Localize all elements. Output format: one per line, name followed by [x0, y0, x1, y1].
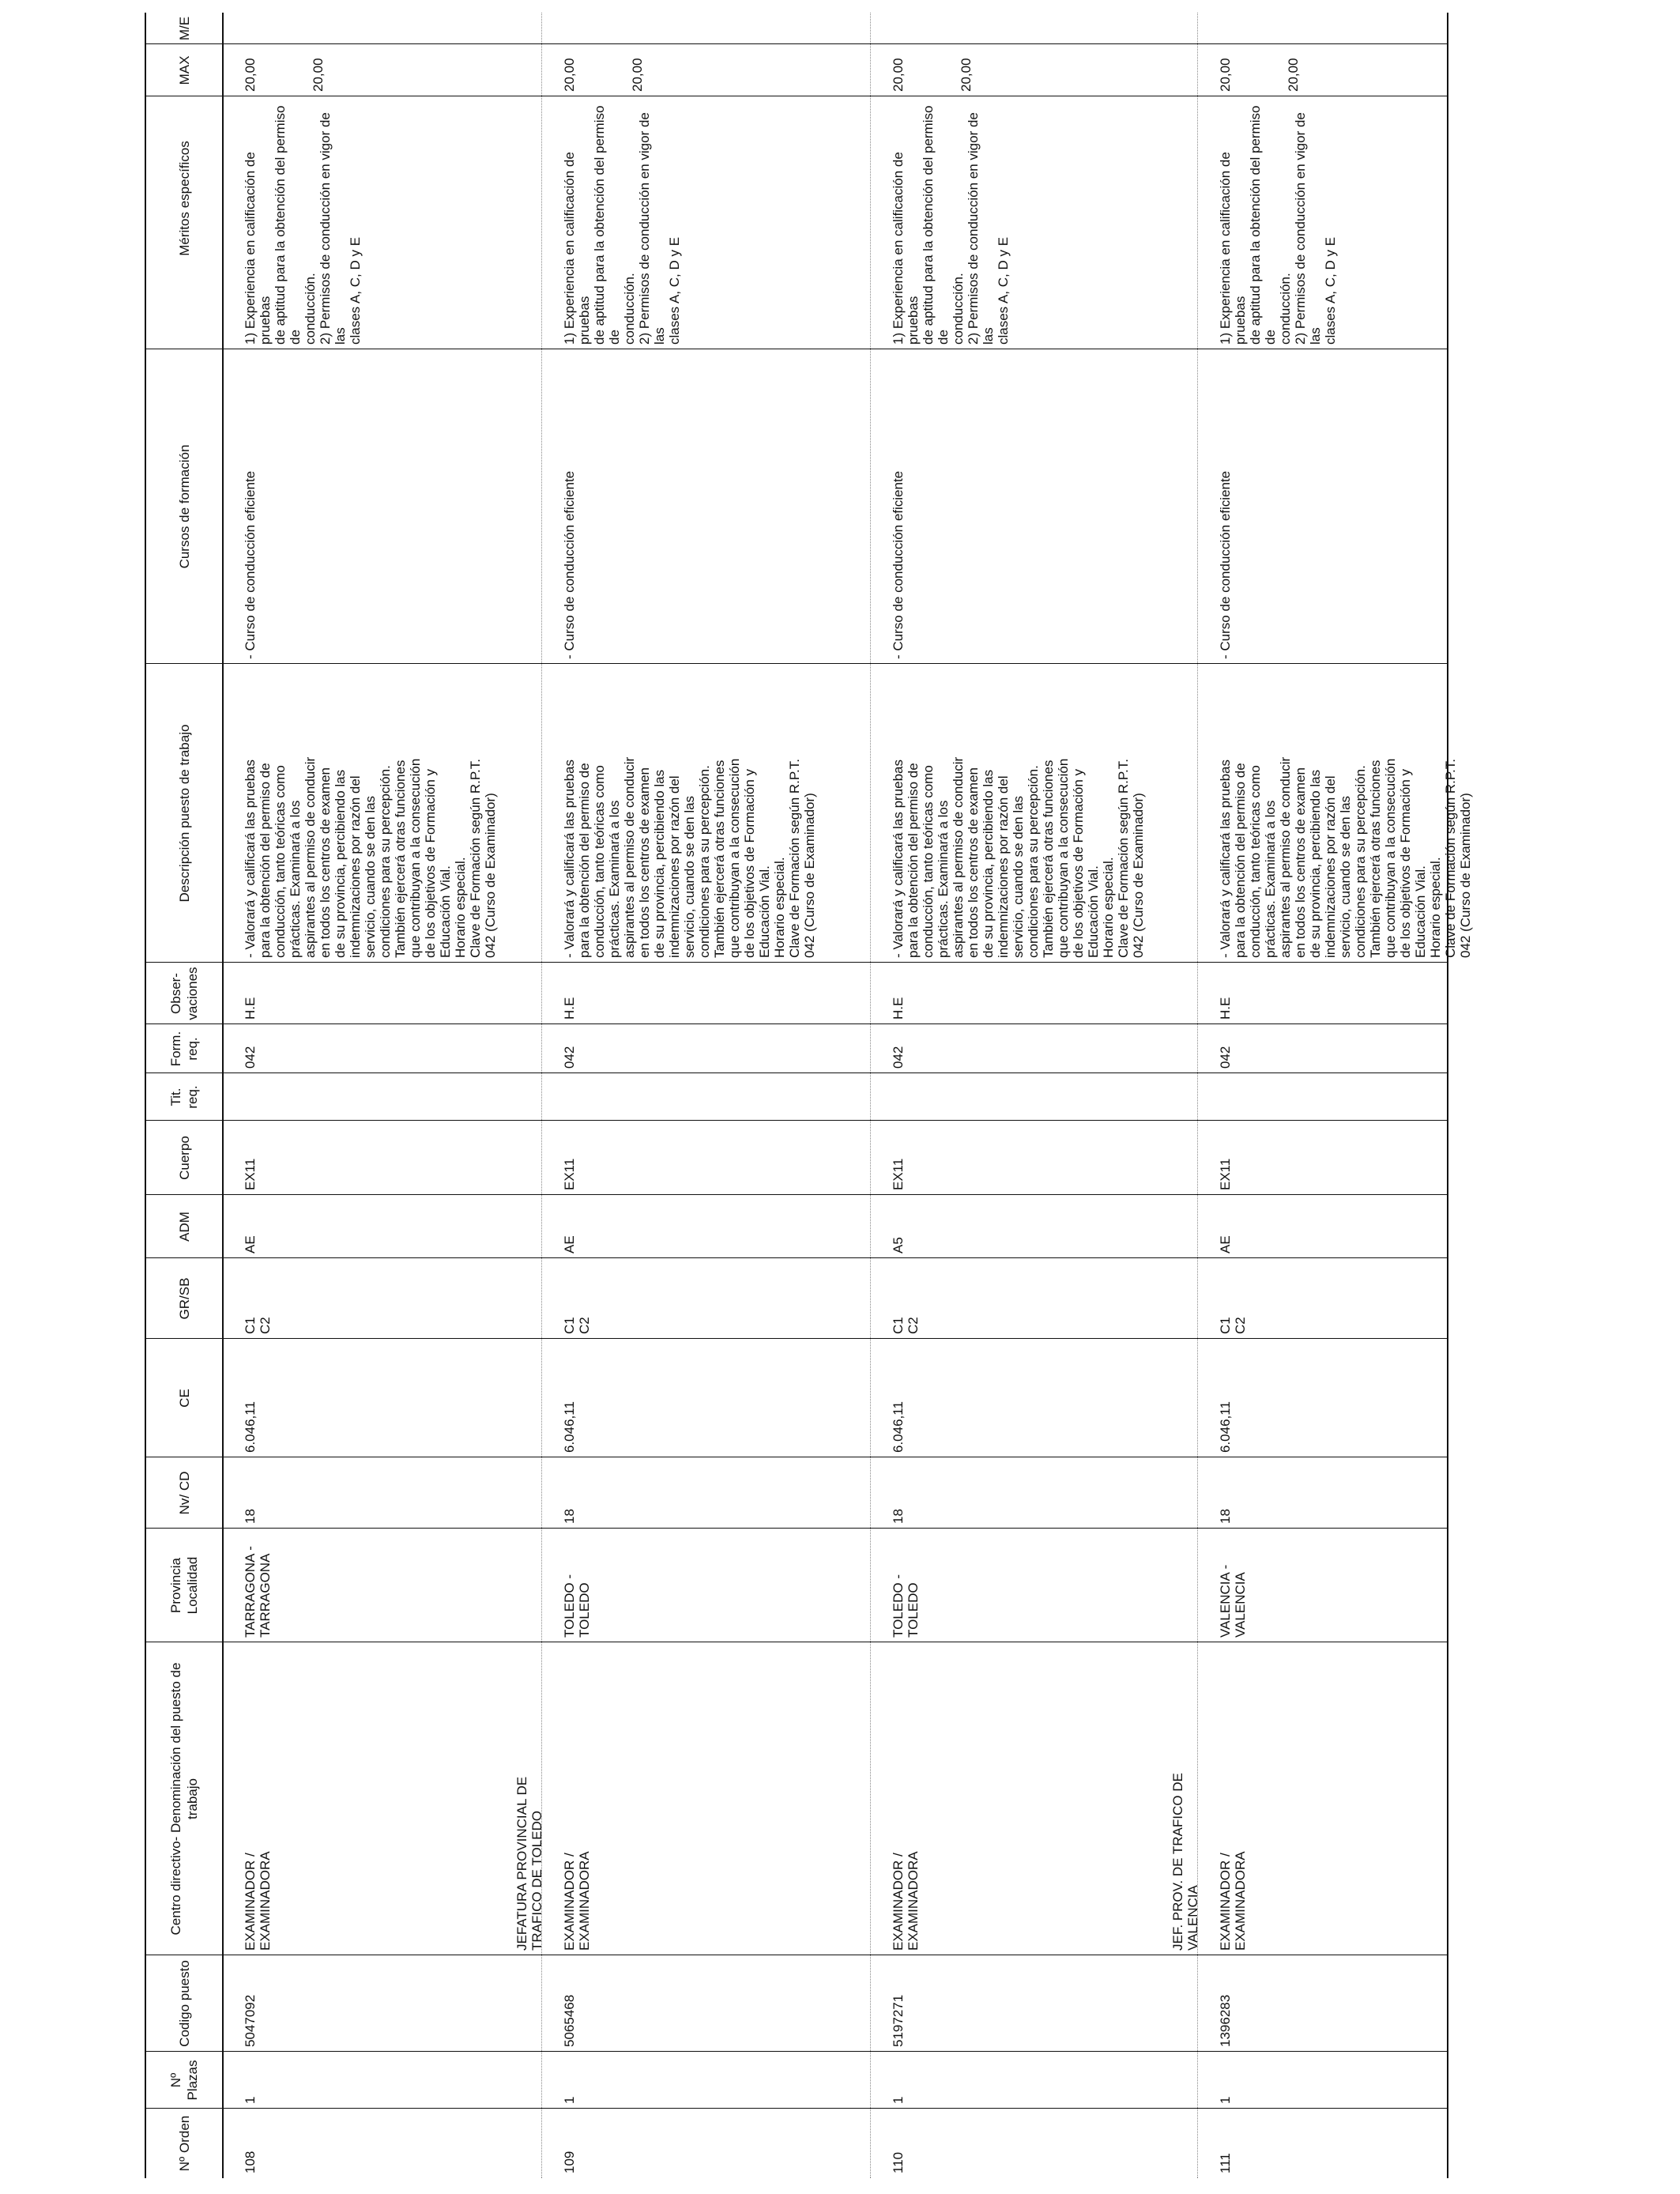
cell-cursos: - Curso de conducción eficiente — [891, 470, 906, 659]
header-cuerpo: Cuerpo — [176, 1136, 192, 1180]
table-row — [1170, 13, 1473, 2178]
cell-orden: 108 — [243, 2151, 258, 2173]
cell-ce: 6.046,11 — [891, 1401, 906, 1453]
header-me: M/E — [176, 16, 192, 41]
cell-grsb: C1 C2 — [891, 1317, 921, 1334]
cell-codigo: 5047092 — [243, 1994, 258, 2047]
cell-denominacion: EXAMINADOR / EXAMINADORA — [1218, 1851, 1248, 1951]
cell-form: 042 — [243, 1046, 258, 1069]
table-row — [514, 13, 870, 2178]
cell-adm: AE — [243, 1235, 258, 1253]
header-nivel: Nv/ CD — [176, 1471, 192, 1515]
cell-cuerpo: EX11 — [562, 1158, 577, 1190]
cell-codigo: 1396283 — [1218, 1994, 1233, 2047]
cell-meritos: 1) Experiencia en calificación de pruebas de aptitud para la obtención del permiso de conducción. 2) Permisos de conducción en vigor de las clases A, C, D y E — [562, 105, 682, 345]
header-adm: ADM — [176, 1212, 192, 1242]
cell-meritos: 1) Experiencia en calificación de pruebas de aptitud para la obtención del permiso de conducción. 2) Permisos de conducción en vigor de las clases A, C, D y E — [891, 105, 1011, 345]
cell-nivel: 18 — [562, 1509, 577, 1524]
header-tit: Tit. req. — [168, 1085, 200, 1109]
header-meritos: Méritos específicos — [176, 141, 192, 256]
cell-orden: 111 — [1218, 2153, 1233, 2173]
cell-denominacion: EXAMINADOR / EXAMINADORA — [562, 1851, 592, 1951]
cell-max: 20,00 — [1286, 58, 1301, 92]
header-orden: Nº Orden — [176, 2115, 192, 2172]
cell-ce: 6.046,11 — [243, 1401, 258, 1453]
cell-form: 042 — [1218, 1046, 1233, 1069]
cell-obs: H.E — [243, 997, 258, 1020]
cell-descripcion: - Valorará y calificará las pruebas para la obtención del permiso de conducción, tanto teóricas como prácticas. Examinará a los aspirantes al permiso de conducir en todos los centros de examen de su provincia, percibiendo las indemnizaciones por razón del servicio, cuando se den las condiciones para su percepción. También ejercerá otras funciones que contribuyan a la consecución de los objetivos de Formación y Educación Vial. Horario especial. Clave de Formación según R.P.T. 042 (Curso de Examinador) — [243, 756, 498, 958]
header-ce: CE — [176, 1389, 192, 1408]
cell-grsb: C1 C2 — [1218, 1317, 1248, 1334]
cell-cursos: - Curso de conducción eficiente — [1218, 470, 1233, 659]
cell-orden: 110 — [891, 2151, 906, 2173]
header-max: MAX — [176, 55, 192, 85]
cell-provincia: TOLEDO - TOLEDO — [562, 1574, 592, 1638]
cell-grsb: C1 C2 — [243, 1317, 273, 1334]
cell-plazas: 1 — [243, 2096, 258, 2104]
cell-descripcion: - Valorará y calificará las pruebas para la obtención del permiso de conducción, tanto teóricas como prácticas. Examinará a los aspirantes al permiso de conducir en todos los centros de examen de su provincia, percibiendo las indemnizaciones por razón del servicio, cuando se den las condiciones para su percepción. También ejercerá otras funciones que contribuyan a la consecución de los objetivos de Formación y Educación Vial. Horario especial. Clave de Formación según R.P.T. 042 (Curso de Examinador) — [1218, 756, 1473, 958]
cell-nivel: 18 — [891, 1509, 906, 1524]
cell-adm: AE — [1218, 1235, 1233, 1253]
cell-ce: 6.046,11 — [562, 1401, 577, 1453]
cell-plazas: 1 — [562, 2096, 577, 2104]
cell-denominacion: EXAMINADOR / EXAMINADORA — [243, 1851, 273, 1951]
header-cursos: Cursos de formación — [176, 444, 192, 569]
cell-descripcion: - Valorará y calificará las pruebas para la obtención del permiso de conducción, tanto teóricas como prácticas. Examinará a los aspirantes al permiso de conducir en todos los centros de examen de su provincia, percibiendo las indemnizaciones por razón del servicio, cuando se den las condiciones para su percepción. También ejercerá otras funciones que contribuyan a la consecución de los objetivos de Formación y Educación Vial. Horario especial. Clave de Formación según R.P.T. 042 (Curso de Examinador) — [562, 756, 817, 958]
cell-provincia: TOLEDO - TOLEDO — [891, 1574, 921, 1638]
header-obs: Obser- vaciones — [168, 967, 200, 1020]
cell-codigo: 5197271 — [891, 1994, 906, 2047]
cell-cursos: - Curso de conducción eficiente — [562, 470, 577, 659]
cell-obs: H.E — [1218, 997, 1233, 1020]
cell-plazas: 1 — [1218, 2096, 1233, 2104]
cell-nivel: 18 — [243, 1509, 258, 1524]
header-descripcion: Descripción puesto de trabajo — [176, 724, 192, 903]
cell-obs: H.E — [891, 997, 906, 1020]
cell-denominacion: EXAMINADOR / EXAMINADORA — [891, 1851, 921, 1951]
header-form: Form. req. — [168, 1031, 200, 1067]
cell-cuerpo: EX11 — [243, 1158, 258, 1190]
cell-max: 20,00 — [891, 58, 906, 92]
cell-grsb: C1 C2 — [562, 1317, 592, 1334]
header-plazas: Nº Plazas — [168, 2060, 200, 2101]
cell-obs: H.E — [562, 997, 577, 1020]
cell-cuerpo: EX11 — [1218, 1158, 1233, 1190]
cell-provincia: VALENCIA - VALENCIA — [1218, 1564, 1248, 1638]
header-grsb: GR/SB — [176, 1277, 192, 1320]
cell-descripcion: - Valorará y calificará las pruebas para la obtención del permiso de conducción, tanto teóricas como prácticas. Examinará a los aspirantes al permiso de conducir en todos los centros de examen de su provincia, percibiendo las indemnizaciones por razón del servicio, cuando se den las condiciones para su percepción. También ejercerá otras funciones que contribuyan a la consecución de los objetivos de Formación y Educación Vial. Horario especial. Clave de Formación según R.P.T. 042 (Curso de Examinador) — [891, 756, 1146, 958]
cell-cursos: - Curso de conducción eficiente — [243, 470, 258, 659]
header-codigo: Codigo puesto — [176, 1960, 192, 2047]
cell-orden: 109 — [562, 2151, 577, 2173]
cell-adm: AE — [562, 1235, 577, 1253]
cell-plazas: 1 — [891, 2096, 906, 2104]
cell-meritos: 1) Experiencia en calificación de pruebas de aptitud para la obtención del permiso de conducción. 2) Permisos de conducción en vigor de las clases A, C, D y E — [1218, 105, 1338, 345]
cell-max: 20,00 — [311, 58, 326, 92]
cell-max: 20,00 — [959, 58, 974, 92]
cell-adm: A5 — [891, 1237, 906, 1253]
cell-max: 20,00 — [562, 58, 577, 92]
cell-nivel: 18 — [1218, 1509, 1233, 1524]
cell-meritos: 1) Experiencia en calificación de pruebas de aptitud para la obtención del permiso de conducción. 2) Permisos de conducción en vigor de las clases A, C, D y E — [243, 105, 363, 345]
cell-provincia: TARRAGONA - TARRAGONA — [243, 1546, 273, 1638]
cell-form: 042 — [891, 1046, 906, 1069]
cell-form: 042 — [562, 1046, 577, 1069]
table-row — [870, 13, 1197, 2178]
cell-cuerpo: EX11 — [891, 1158, 906, 1190]
cell-centro-directivo: JEFATURA PROVINCIAL DE TRAFICO DE TOLEDO — [514, 1776, 544, 1951]
cell-ce: 6.046,11 — [1218, 1401, 1233, 1453]
cell-centro-directivo: JEF. PROV. DE TRAFICO DE VALENCIA — [1170, 1773, 1200, 1951]
table-row — [222, 13, 541, 2178]
cell-max: 20,00 — [630, 58, 645, 92]
table-header — [146, 13, 224, 2178]
positions-table — [145, 13, 1473, 2178]
header-provincia: Provincia Localidad — [168, 1556, 200, 1615]
header-centro: Centro directivo- Denominación del puesto de trabajo — [168, 1662, 200, 1936]
cell-max: 20,00 — [1218, 58, 1233, 92]
cell-codigo: 5065468 — [562, 1994, 577, 2047]
cell-max: 20,00 — [243, 58, 258, 92]
